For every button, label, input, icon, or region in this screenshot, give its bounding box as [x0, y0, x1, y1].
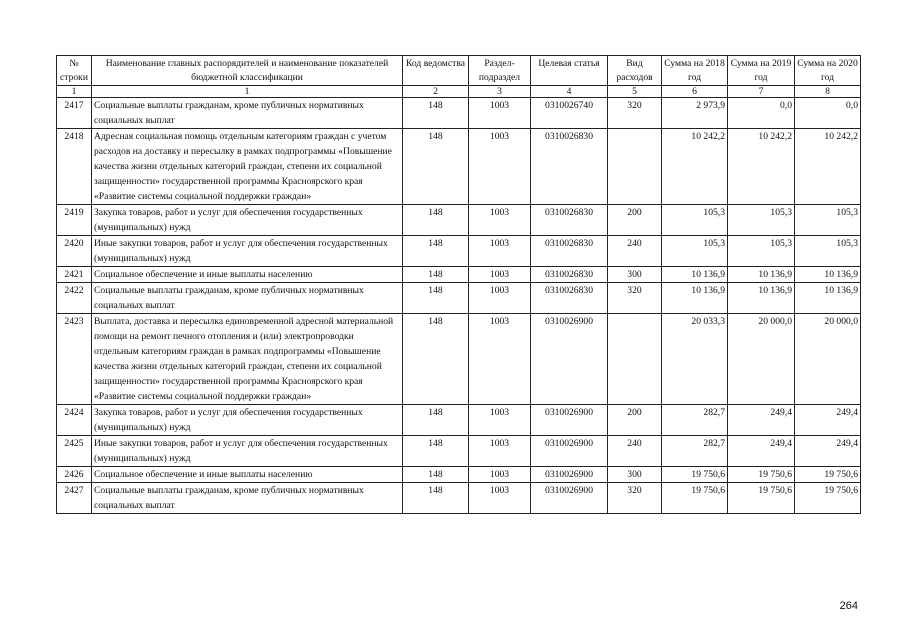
cell-sum-2020: 10 136,9: [795, 283, 861, 314]
cell-target: 0310026830: [531, 205, 608, 236]
cell-dept-code: 148: [403, 467, 469, 483]
table-header: [57, 56, 861, 98]
cell-sum-2018: 282,7: [662, 436, 728, 467]
cell-target: 0310026900: [531, 314, 608, 405]
cell-expense-type: 200: [608, 405, 662, 436]
cell-dept-code: 148: [403, 129, 469, 205]
cell-name: Социальное обеспечение и иные выплаты населению: [92, 467, 403, 483]
cell-section: 1003: [469, 314, 531, 405]
table-row: [57, 467, 861, 483]
cell-row-no: 2425: [57, 436, 92, 467]
cell-sum-2020: 105,3: [795, 236, 861, 267]
cell-target: 0310026900: [531, 483, 608, 514]
cell-section: 1003: [469, 205, 531, 236]
cell-section: 1003: [469, 236, 531, 267]
cell-sum-2018: 282,7: [662, 405, 728, 436]
header-section: Раздел-подраздел: [469, 56, 531, 86]
cell-name: Адресная социальная помощь отдельным категориям граждан с учетом расходов на доставку и пересылку в рамках подпрограммы «Повышение качества жизни отдельных категорий граждан, степени их социальной защищенности» государственной программы Красноярского края «Развитие системы социальной поддержки граждан»: [92, 129, 403, 205]
cell-section: 1003: [469, 267, 531, 283]
cell-section: 1003: [469, 483, 531, 514]
cell-name: Социальное обеспечение и иные выплаты населению: [92, 267, 403, 283]
cell-expense-type: 320: [608, 283, 662, 314]
cell-sum-2019: 105,3: [728, 236, 795, 267]
header-row-no: № строки: [57, 56, 92, 86]
column-number-row: [57, 86, 861, 98]
table-row: [57, 267, 861, 283]
column-number: 8: [795, 86, 861, 98]
cell-sum-2019: 10 242,2: [728, 129, 795, 205]
cell-sum-2018: 19 750,6: [662, 467, 728, 483]
page-number: 264: [839, 600, 858, 612]
cell-sum-2018: 105,3: [662, 236, 728, 267]
cell-target: 0310026900: [531, 436, 608, 467]
cell-section: 1003: [469, 436, 531, 467]
cell-row-no: 2422: [57, 283, 92, 314]
table-row: [57, 129, 861, 205]
cell-target: 0310026900: [531, 467, 608, 483]
cell-dept-code: 148: [403, 405, 469, 436]
cell-expense-type: 240: [608, 236, 662, 267]
cell-sum-2020: 19 750,6: [795, 467, 861, 483]
column-number: 6: [662, 86, 728, 98]
cell-section: 1003: [469, 283, 531, 314]
table-row: [57, 483, 861, 514]
table-row: [57, 205, 861, 236]
cell-target: 0310026830: [531, 236, 608, 267]
header-name: Наименование главных распорядителей и наименование показателей бюджетной классификации: [92, 56, 403, 86]
cell-dept-code: 148: [403, 236, 469, 267]
cell-sum-2020: 10 242,2: [795, 129, 861, 205]
cell-row-no: 2424: [57, 405, 92, 436]
cell-sum-2020: 10 136,9: [795, 267, 861, 283]
cell-section: 1003: [469, 405, 531, 436]
cell-target: 0310026740: [531, 98, 608, 129]
cell-sum-2019: 10 136,9: [728, 283, 795, 314]
cell-dept-code: 148: [403, 283, 469, 314]
cell-dept-code: 148: [403, 314, 469, 405]
column-number: 2: [403, 86, 469, 98]
cell-expense-type: 300: [608, 467, 662, 483]
table-row: [57, 283, 861, 314]
cell-sum-2018: 20 033,3: [662, 314, 728, 405]
table-row: [57, 405, 861, 436]
cell-sum-2020: 20 000,0: [795, 314, 861, 405]
header-expense-type: Вид расходов: [608, 56, 662, 86]
cell-expense-type: 200: [608, 205, 662, 236]
cell-row-no: 2423: [57, 314, 92, 405]
cell-sum-2018: 10 136,9: [662, 267, 728, 283]
cell-row-no: 2426: [57, 467, 92, 483]
cell-dept-code: 148: [403, 267, 469, 283]
cell-sum-2019: 249,4: [728, 436, 795, 467]
table-body: [57, 98, 861, 514]
cell-sum-2018: 10 136,9: [662, 283, 728, 314]
cell-sum-2020: 19 750,6: [795, 483, 861, 514]
cell-dept-code: 148: [403, 436, 469, 467]
cell-name: Социальные выплаты гражданам, кроме публичных нормативных социальных выплат: [92, 483, 403, 514]
cell-sum-2018: 10 242,2: [662, 129, 728, 205]
table-row: [57, 98, 861, 129]
budget-table: [56, 55, 861, 514]
column-number: 1: [57, 86, 92, 98]
cell-section: 1003: [469, 129, 531, 205]
cell-sum-2019: 19 750,6: [728, 483, 795, 514]
cell-expense-type: [608, 129, 662, 205]
cell-sum-2020: 105,3: [795, 205, 861, 236]
cell-row-no: 2417: [57, 98, 92, 129]
cell-name: Закупка товаров, работ и услуг для обеспечения государственных (муниципальных) нужд: [92, 205, 403, 236]
cell-row-no: 2418: [57, 129, 92, 205]
cell-name: Выплата, доставка и пересылка единовременной адресной материальной помощи на ремонт печного отопления и (или) электропроводки отдельным категориям граждан в рамках подпрограммы «Повышение качества жизни отдельных категорий граждан, степени их социальной защищенности» государственной программы Красноярского края «Развитие системы социальной поддержки граждан»: [92, 314, 403, 405]
cell-sum-2019: 105,3: [728, 205, 795, 236]
cell-target: 0310026830: [531, 129, 608, 205]
table-row: [57, 236, 861, 267]
cell-sum-2018: 105,3: [662, 205, 728, 236]
cell-dept-code: 148: [403, 205, 469, 236]
cell-name: Иные закупки товаров, работ и услуг для обеспечения государственных (муниципальных) нужд: [92, 436, 403, 467]
cell-expense-type: 320: [608, 483, 662, 514]
cell-sum-2018: 19 750,6: [662, 483, 728, 514]
column-number: 4: [531, 86, 608, 98]
cell-expense-type: 300: [608, 267, 662, 283]
cell-name: Иные закупки товаров, работ и услуг для обеспечения государственных (муниципальных) нужд: [92, 236, 403, 267]
table-row: [57, 314, 861, 405]
header-sum-2020: Сумма на 2020 год: [795, 56, 861, 86]
cell-sum-2018: 2 973,9: [662, 98, 728, 129]
cell-sum-2019: 20 000,0: [728, 314, 795, 405]
cell-dept-code: 148: [403, 483, 469, 514]
header-dept-code: Код ведомства: [403, 56, 469, 86]
cell-sum-2019: 10 136,9: [728, 267, 795, 283]
cell-section: 1003: [469, 467, 531, 483]
cell-sum-2020: 0,0: [795, 98, 861, 129]
cell-sum-2019: 249,4: [728, 405, 795, 436]
cell-name: Закупка товаров, работ и услуг для обеспечения государственных (муниципальных) нужд: [92, 405, 403, 436]
column-number: 1: [92, 86, 403, 98]
header-sum-2018: Сумма на 2018 год: [662, 56, 728, 86]
header-target: Целевая статья: [531, 56, 608, 86]
cell-row-no: 2419: [57, 205, 92, 236]
column-number: 5: [608, 86, 662, 98]
header-sum-2019: Сумма на 2019 год: [728, 56, 795, 86]
table-row: [57, 436, 861, 467]
cell-name: Социальные выплаты гражданам, кроме публичных нормативных социальных выплат: [92, 98, 403, 129]
cell-sum-2020: 249,4: [795, 436, 861, 467]
cell-row-no: 2421: [57, 267, 92, 283]
cell-name: Социальные выплаты гражданам, кроме публичных нормативных социальных выплат: [92, 283, 403, 314]
cell-section: 1003: [469, 98, 531, 129]
column-number: 3: [469, 86, 531, 98]
cell-expense-type: 320: [608, 98, 662, 129]
cell-sum-2020: 249,4: [795, 405, 861, 436]
cell-dept-code: 148: [403, 98, 469, 129]
cell-sum-2019: 0,0: [728, 98, 795, 129]
cell-target: 0310026830: [531, 267, 608, 283]
column-number: 7: [728, 86, 795, 98]
cell-expense-type: [608, 314, 662, 405]
cell-target: 0310026900: [531, 405, 608, 436]
cell-sum-2019: 19 750,6: [728, 467, 795, 483]
cell-row-no: 2420: [57, 236, 92, 267]
cell-target: 0310026830: [531, 283, 608, 314]
cell-row-no: 2427: [57, 483, 92, 514]
cell-expense-type: 240: [608, 436, 662, 467]
